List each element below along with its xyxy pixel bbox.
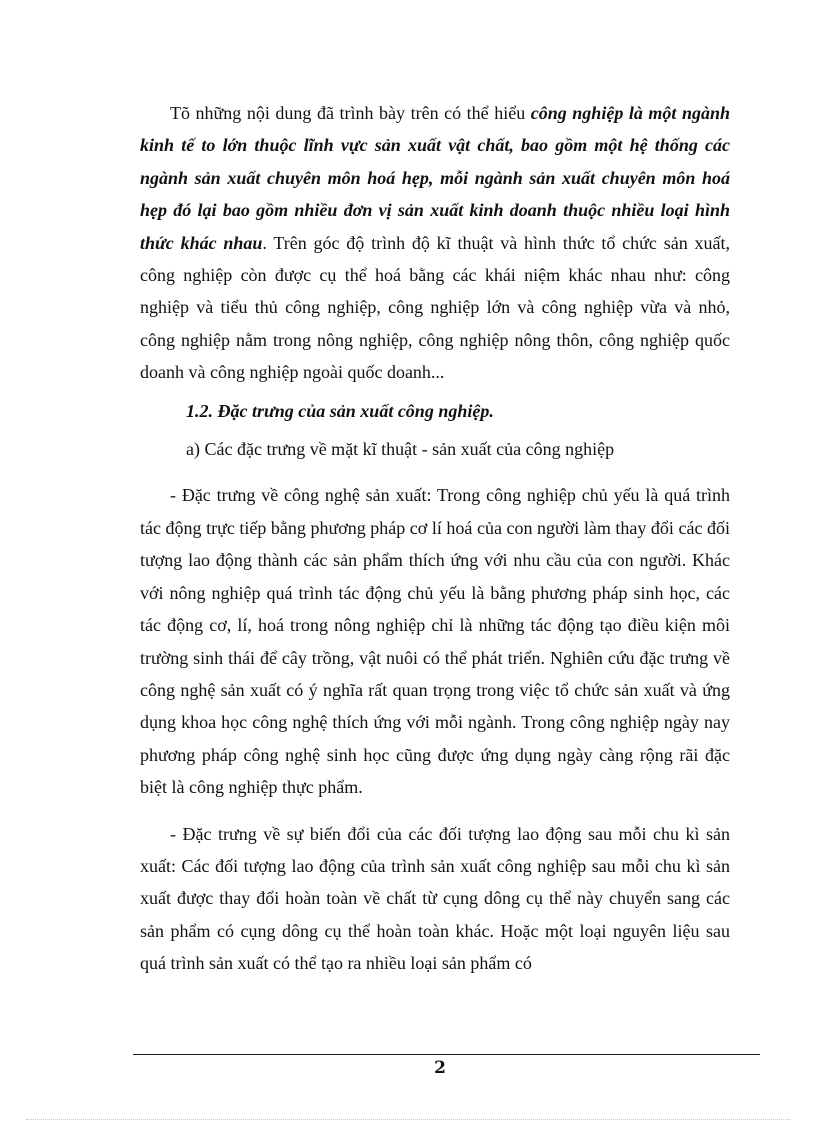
paragraph-2: - Đặc trưng về công nghệ sản xuất: Trong công nghiệp chủ yếu là quá trình tác động trực tiếp bằng phương pháp cơ lí hoá của con người làm thay đổi các đối tượng lao động thành các sản phẩm thích ứng với nhu cầu của con người. Khác với nông nghiệp quá trình tác động chủ yếu là bằng phương pháp sinh học, các tác động cơ, lí, hoá trong nông nghiệp chỉ là những tác động tạo điều kiện môi trường sinh thái để cây trồng, vật nuôi có thể phát triển. Nghiên cứu đặc trưng về công nghệ sản xuất có ý nghĩa rất quan trọng trong việc tổ chức sản xuất và ứng dụng khoa học công nghệ thích ứng với mỗi ngành. Trong công nghiệp ngày nay phương pháp công nghệ sinh học cũng được ứng dụng ngày càng rộng rãi đặc biệt là công nghiệp thực phẩm. [140, 485, 730, 798]
paragraph-1-lead: Tõ những nội dung đã trình bày trên có thể hiểu [170, 103, 531, 123]
subsection-heading: a) Các đặc trưng về mặt kĩ thuật - sản xuất của công nghiệp [186, 439, 615, 460]
section-heading: 1.2. Đặc trưng của sản xuất công nghiệp. [186, 400, 494, 421]
paragraph-1 [140, 97, 730, 389]
page-bottom-border [26, 1119, 790, 1120]
footer-divider [133, 1054, 760, 1055]
body-text [140, 97, 730, 980]
paragraph-3: - Đặc trưng về sự biến đổi của các đối tượng lao động sau mỗi chu kì sản xuất: Các đối tượng lao động của trình sản xuất công nghiệp sau mỗi chu kì sản xuất được thay đổi hoàn toàn về chất từ cụng dông cụ thể này chuyển sang các sản phẩm có cụng dông cụ thể hoàn toàn khác. Hoặc một loại nguyên liệu sau quá trình sản xuất có thể tạo ra nhiều loại sản phẩm có [140, 823, 730, 974]
paragraph-1-tail: . Trên góc độ trình độ kĩ thuật và hình thức tổ chức sản xuất, công nghiệp còn được cụ thể hoá bằng các khái niệm khác nhau như: công nghiệp và tiểu thủ công nghiệp, công nghiệp lớn và công nghiệp vừa và nhỏ, công nghiệp nằm trong nông nghiệp, công nghiệp nông thôn, công nghiệp quốc doanh và công nghiệp ngoài quốc doanh... [140, 232, 730, 383]
page-number: 2 [434, 1058, 446, 1078]
definition-emphasis: công nghiệp là một ngành kinh tế to lớn thuộc lĩnh vực sản xuất vật chất, bao gồm một hệ thống các ngành sản xuất chuyên môn hoá hẹp, mỗi ngành sản xuất chuyên môn hoá hẹp đó lại bao gồm nhiều đơn vị sản xuất kinh doanh thuộc nhiều loại hình thức khác nhau [140, 103, 731, 253]
